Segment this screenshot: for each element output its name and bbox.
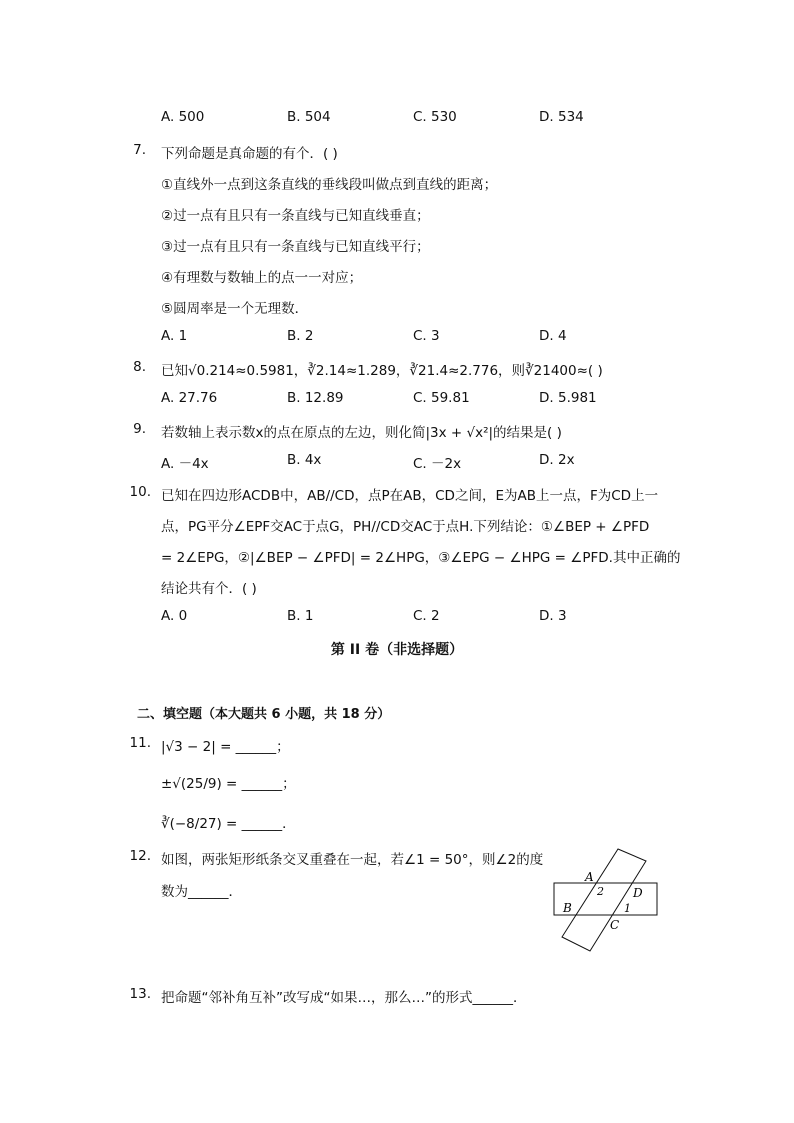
stem-line-4: 结论共有个．( )	[161, 581, 257, 597]
label-c: C	[610, 918, 620, 932]
q6-option-a: A. 500	[161, 109, 205, 125]
label-d: D	[633, 886, 643, 900]
stem-line-1: 如图，两张矩形纸条交叉重叠在一起，若∠1 = 50°，则∠2的度	[161, 852, 544, 868]
statement-3: ③过一点有且只有一条直线与已知直线平行；	[161, 239, 430, 255]
q7-option-d: D. 4	[539, 328, 567, 344]
q7-option-a: A. 1	[161, 328, 188, 344]
stem-line-1: 已知在四边形ACDB中，AB//CD，点P在AB，CD之间，E为AB上一点，F为CD上一	[161, 488, 659, 504]
question-number: 8.	[133, 359, 146, 375]
q9-option-d: D. 2x	[539, 452, 575, 468]
label-angle-1: 1	[624, 902, 631, 915]
stem-line-3: = 2∠EPG，②|∠BEP − ∠PFD| = 2∠HPG，③∠EPG − ∠HPG = ∠PFD.其中正确的	[161, 550, 681, 566]
q10-option-a: A. 0	[161, 608, 188, 624]
expression-3: ∛(−8/27) = ______．	[161, 816, 296, 832]
statement-5: ⑤圆周率是一个无理数．	[161, 301, 309, 317]
question-number: 11.	[129, 735, 151, 751]
crossed-strips-figure	[548, 845, 663, 955]
question-number: 13.	[129, 986, 151, 1002]
expression-1: |√3 − 2| = ______；	[161, 739, 290, 755]
question-number: 12.	[129, 848, 151, 864]
statement-1: ①直线外一点到这条直线的垂线段叫做点到直线的距离；	[161, 177, 498, 193]
label-angle-2: 2	[597, 885, 604, 898]
section-title: 二、填空题（本大题共 6 小题，共 18 分）	[137, 707, 391, 722]
expression-2: ±√(25/9) = ______；	[161, 776, 296, 792]
q10-option-b: B. 1	[287, 608, 314, 624]
q6-option-c: C. 530	[413, 109, 457, 125]
q8-option-b: B. 12.89	[287, 390, 344, 406]
q7-option-c: C. 3	[413, 328, 440, 344]
q10-option-d: D. 3	[539, 608, 567, 624]
stem-line-2: 点，PG平分∠EPF交AC于点G，PH//CD交AC于点H.下列结论：①∠BEP + ∠PFD	[161, 519, 650, 535]
q8-option-d: D. 5.981	[539, 390, 597, 406]
question-number: 7.	[133, 142, 146, 158]
slanted-strip	[562, 849, 646, 951]
statement-4: ④有理数与数轴上的点一一对应；	[161, 270, 363, 286]
question-stem: 已知√0.214≈0.5981，∛2.14≈1.289，∛21.4≈2.776，则∛21400≈( )	[161, 363, 603, 379]
question-number: 9.	[133, 421, 146, 437]
q9-option-b: B. 4x	[287, 452, 322, 468]
q6-option-d: D. 534	[539, 109, 584, 125]
statement-2: ②过一点有且只有一条直线与已知直线垂直；	[161, 208, 430, 224]
question-stem: 下列命题是真命题的有个．( )	[161, 146, 338, 162]
q8-option-a: A. 27.76	[161, 390, 218, 406]
stem-line-2: 数为______．	[161, 884, 242, 900]
q9-option-a: A. －4x	[161, 456, 209, 472]
question-stem: 若数轴上表示数x的点在原点的左边，则化简|3x + √x²|的结果是( )	[161, 425, 562, 441]
question-stem: 把命题“邻补角互补”改写成“如果…，那么…”的形式______．	[161, 990, 527, 1006]
q7-option-b: B. 2	[287, 328, 314, 344]
q9-option-c: C. －2x	[413, 456, 462, 472]
label-a: A	[585, 870, 594, 884]
q10-option-c: C. 2	[413, 608, 440, 624]
q6-option-b: B. 504	[287, 109, 331, 125]
label-b: B	[563, 901, 572, 915]
question-number: 10.	[129, 484, 151, 500]
q8-option-c: C. 59.81	[413, 390, 470, 406]
part-title: 第 II 卷（非选择题）	[330, 642, 464, 658]
